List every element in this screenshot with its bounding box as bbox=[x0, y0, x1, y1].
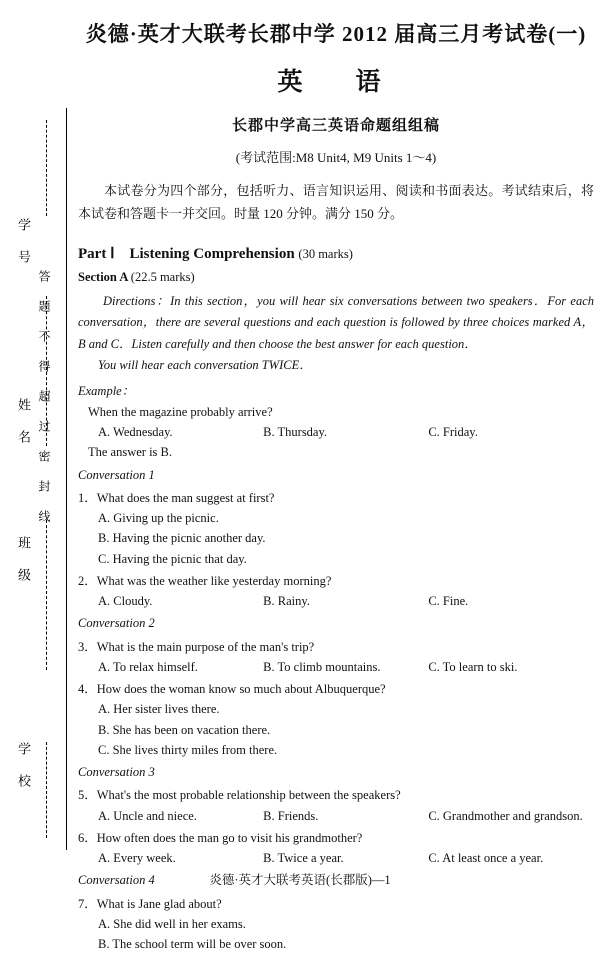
part-heading bbox=[78, 242, 594, 263]
question-option: C. She lives thirty miles from there. bbox=[98, 742, 278, 757]
conversation-label: Conversation 3 bbox=[78, 765, 155, 779]
question-option: C. Fine. bbox=[428, 594, 469, 608]
question-text: 1．What does the man suggest at first? bbox=[78, 490, 275, 505]
question-option: B. The school term will be over soon. bbox=[98, 937, 287, 951]
example-option-b: B. Thursday. bbox=[263, 425, 328, 439]
question-text: 4．How does the woman know so much about Albuquerque? bbox=[78, 682, 386, 696]
question-option: A. Every week. bbox=[98, 851, 176, 865]
example-options bbox=[78, 422, 594, 442]
question-text: 7．What is Jane glad about? bbox=[78, 896, 222, 911]
question-option: B. Rainy. bbox=[263, 594, 310, 608]
example-option-c: C. Friday. bbox=[428, 425, 478, 439]
intro-paragraph: 本试卷分为四个部分，包括听力、语言知识运用、阅读和书面表达。考试结束后，将本试卷和答题卡一并交回。时量 120 分钟。满分 150 分。 bbox=[78, 183, 594, 221]
question-options bbox=[78, 806, 594, 826]
document-body bbox=[78, 0, 594, 954]
question-text: 5．What's the most probable relationship between the speakers? bbox=[78, 788, 401, 803]
question-option: B. She has been on vacation there. bbox=[98, 722, 271, 737]
question-option: A. Giving up the picnic. bbox=[98, 511, 219, 525]
label-school: 学 校 bbox=[16, 742, 31, 790]
example-answer: The answer is B. bbox=[88, 445, 173, 460]
question-option: A. She did well in her exams. bbox=[98, 916, 246, 931]
question-option: C. Having the picnic that day. bbox=[98, 551, 247, 566]
part-label: Part Ⅰ Listening Comprehension bbox=[78, 245, 295, 262]
question-option: B. Twice a year. bbox=[263, 851, 344, 865]
question-option: A. Uncle and niece. bbox=[98, 808, 197, 823]
margin-rule-line bbox=[66, 108, 67, 850]
example-question: When the magazine probably arrive? bbox=[88, 404, 273, 419]
section-heading bbox=[78, 270, 594, 285]
question-option: C. Grandmother and grandson. bbox=[428, 808, 583, 823]
conversation-label: Conversation 1 bbox=[78, 467, 155, 482]
question-options bbox=[78, 848, 594, 868]
question-option: A. Her sister lives there. bbox=[98, 702, 220, 717]
question-option: C. To learn to ski. bbox=[428, 659, 518, 674]
directions-lead: Directions： bbox=[103, 293, 171, 308]
question-text: 2．What was the weather like yesterday morning? bbox=[78, 573, 332, 588]
directions-line2: You will hear each conversation TWICE． bbox=[98, 358, 312, 372]
question-option: B. Having the picnic another day. bbox=[98, 531, 266, 546]
question-options bbox=[78, 591, 594, 611]
conversation-label: Conversation 4 bbox=[78, 873, 155, 888]
section-label: Section A bbox=[78, 269, 128, 284]
label-name: 姓 名 bbox=[16, 398, 31, 446]
section-marks: (22.5 marks) bbox=[130, 269, 195, 284]
question-option: B. To climb mountains. bbox=[263, 659, 381, 674]
left-margin-strip bbox=[0, 0, 72, 902]
conversation-label: Conversation 2 bbox=[78, 616, 155, 631]
label-student-id: 学 号 bbox=[16, 218, 31, 266]
page-footer: 炎德·英才大联考英语(长郡版)—1 bbox=[209, 873, 391, 887]
label-class: 班 级 bbox=[16, 536, 31, 584]
question-option: A. Cloudy. bbox=[98, 594, 153, 608]
question-text: 3．What is the main purpose of the man's trip? bbox=[78, 639, 315, 654]
subject-title: 英 语 bbox=[277, 69, 395, 96]
seal-dash-top bbox=[46, 120, 47, 216]
question-option: C. At least once a year. bbox=[428, 851, 544, 865]
question-options bbox=[78, 657, 594, 677]
question-option: A. To relax himself. bbox=[98, 659, 198, 674]
example-label: Example： bbox=[78, 383, 135, 398]
question-text: 6．How often does the man go to visit his grandmother? bbox=[78, 830, 363, 845]
question-option: B. Friends. bbox=[263, 808, 319, 823]
seal-dash-bottom bbox=[46, 742, 47, 838]
page-title: 炎德·英才大联考长郡中学 2012 届高三月考试卷(一) bbox=[85, 22, 587, 46]
label-seal-warning: 答 题 不 得 超 过 密 封 线 bbox=[37, 270, 51, 525]
directions-text: In this section，you will hear six conversations between two speakers．For each conversation，there are several questions and each question is followed by three choices marked A，B and C．Listen carefully and then choose the best answer for each question． bbox=[78, 293, 595, 351]
example-option-a: A. Wednesday. bbox=[98, 425, 173, 439]
exam-scope: (考试范围:M8 Unit4, M9 Units 1～4) bbox=[235, 150, 437, 165]
seal-dash-mid2 bbox=[46, 520, 47, 670]
directions-block bbox=[78, 291, 594, 356]
compiler-title: 长郡中学高三英语命题组组稿 bbox=[231, 118, 440, 134]
part-marks: (30 marks) bbox=[298, 246, 353, 261]
